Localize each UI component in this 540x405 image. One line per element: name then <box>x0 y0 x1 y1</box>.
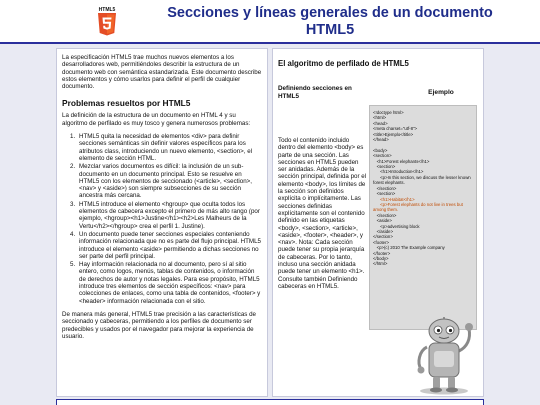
conclusion-paragraph: De manera más general, HTML5 trae precisión a las características de seccionado y cabeceras, permitiendo a los perfiles de documento ser predecibles y usados por el navegador para mejorar la experiencia de usuario. <box>62 310 256 340</box>
footer-bar <box>56 399 484 405</box>
right-panel <box>272 48 484 397</box>
code-line: </footer> <box>373 250 391 256</box>
code-line: <title>Ejemplo</title> <box>373 131 414 137</box>
code-line: <h1>Introduction</h1> <box>373 169 424 175</box>
svg-text:HTML5: HTML5 <box>98 7 116 13</box>
code-line: </section> <box>373 212 397 218</box>
code-line: <h1>Habitat</h1> <box>373 196 415 202</box>
html5-logo-icon <box>96 6 118 36</box>
code-line: <html> <box>373 115 387 121</box>
problems-heading: Problemas resueltos por HTML5 <box>62 98 191 109</box>
page-title: Secciones y líneas generales de un documento HTML5 <box>167 5 493 38</box>
list-item: 3. HTML5 introduce el elemento <hgroup> que oculta todos los elementos de cabecera excepto el primero de más alto rango (por ejemplo, <hgroup><h1>Justine</h1><h2>Les Malheurs de la Vertu</h2></hgroup> crea el perfil 1. Justine). <box>70 200 260 230</box>
left-panel <box>56 48 268 397</box>
code-example <box>369 105 477 330</box>
code-line: </section> <box>373 185 397 191</box>
list-item: 1. HTML5 quita la necesidad de elementos <div> para definir secciones semánticas sin definir valores específicos para los atributos class, introduciendo un nuevo elemento, <section>, el elemento de sección HTML. <box>70 133 253 162</box>
code-line: <footer> <box>373 239 390 245</box>
example-title: Ejemplo <box>428 89 454 96</box>
code-line: <p>Forest elephants do not live in trees but among them. <box>373 201 465 213</box>
code-line: <!doctype html> <box>373 110 404 115</box>
algorithm-heading: El algoritmo de perfilado de HTML5 <box>278 59 409 68</box>
code-line: <p>(c) 2010 The Example company <box>373 245 445 251</box>
code-line: </html> <box>373 261 388 267</box>
code-line: <head> <box>373 120 388 126</box>
code-line: <meta charset="utf-8"> <box>373 126 418 132</box>
intro-paragraph: La especificación HTML5 trae muchos nuevos elementos a los desarrolladores web, permitiéndoles describir la estructura de un documento web con semántica estandarizada. Este documento describe estos elementos y cómo usarlos para definir el perfil de cualquier documento. <box>62 54 262 91</box>
definition-paragraph: La definición de la estructura de un documento en HTML 4 y su algoritmo de perfilado es muy tosco y genera numerosos problemas: <box>62 112 251 127</box>
code-line: <p>In this section, we discuss the lesser known forest elephants. <box>373 174 472 186</box>
code-line: <section> <box>373 164 396 170</box>
code-line: <section> <box>373 153 392 159</box>
sections-body: Todo el contenido incluido dentro del elemento <body> es parte de una sección. Las secciones en HTML5 pueden ser anidadas. Además de la sección principal, definida por el elemento <body>, los límites de la sección son definidos explícita o implícitamente. Las secciones definidas explícitamente son el contenido definido en las etiquetas <body>, <section>, <article>, <aside>, <footer>, <header>, y <nav>. Nota: Cada sección puede tener su propia jerarquía de cabeceras. Por lo tanto, incluso una sección anidada puede tener un elemento <h1>. Consulte también Definiendo cabeceras en HTML5. <box>278 137 367 290</box>
list-item: 2. Mezclar varios documentos es difícil: la inclusión de un sub-documento en un documento principal. Esto se resuelve en HTML5 con los elementos de seccionado (<article>, <section>, <nav> y <aside>) son siempre subsecciones de su sección ancestra más cercana. <box>70 163 252 200</box>
robot-mascot-icon <box>409 317 475 395</box>
problems-list <box>70 133 262 305</box>
header-bar <box>0 0 540 44</box>
code-line: </head> <box>373 137 389 143</box>
code-line: </section> <box>373 234 393 240</box>
code-line: <aside> <box>373 218 392 224</box>
code-line: <body> <box>373 147 388 153</box>
list-item: 4. Un documento puede tener secciones especiales conteniendo información relacionada que no es parte del flujo principal. HTML5 introduce el elemento <aside> permitiendo a dichas secciones no ser parte del perfil principal. <box>70 230 261 260</box>
code-line: </aside> <box>373 228 394 234</box>
code-line: <section> <box>373 191 396 197</box>
sections-subheading: Definiendo secciones en HTML5 <box>278 85 352 100</box>
code-line: <h1>Forest elephants</h1> <box>373 158 430 164</box>
list-item: 5. Hay información relacionada no al documento, pero sí al sitio entero, como logos, menús, tablas de contenidos, o información de derechos de autor y notas legales. Para ese propósito, HTML5 introduce tres elementos de sección específicos: <nav> para colecciones de enlaces, como una tabla de contenidos, <footer> y <header> información relacionada con el sitio. <box>70 261 261 305</box>
code-line: <p>advertising block <box>373 223 420 229</box>
code-line: </body> <box>373 255 389 261</box>
